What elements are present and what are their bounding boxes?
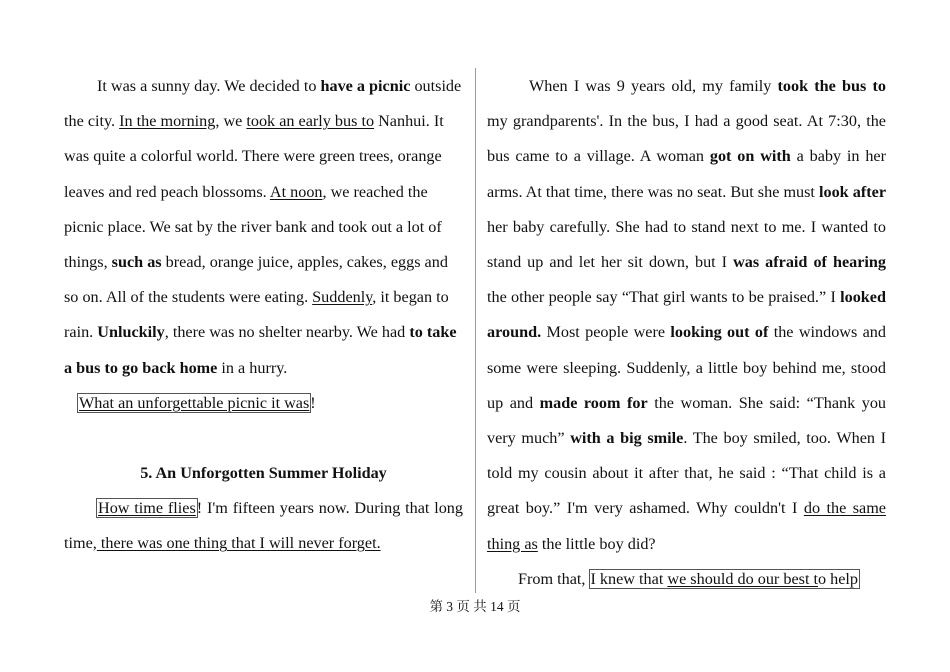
text: outside the city. (64, 77, 462, 131)
text: , there was no shelter nearby. We had (164, 323, 410, 342)
text: Most people were (541, 323, 671, 342)
bold-phrase: to take a bus to go back home (64, 323, 457, 377)
text: ! I'm fifteen years now. During that long time, (64, 499, 463, 553)
bold-phrase: have a picnic (320, 77, 411, 95)
page-footer: 第 3 页 共 14 页 (429, 599, 521, 614)
text: . The boy smiled, too. When I told my cousin about it after that, he said : “That child is a great boy.” I'm very ashamed. Why couldn't I (487, 429, 886, 518)
underlined-phrase: took an early bus to (246, 112, 375, 131)
column-divider (475, 68, 476, 593)
text: the other people say “That girl wants to be praised.” I (487, 288, 841, 307)
boxed-phrase: How time flies (98, 499, 196, 518)
text: the woman. She said: “Thank you very much” (487, 393, 887, 448)
bold-phrase: got on with (709, 147, 791, 166)
left-column (64, 69, 463, 562)
bold-phrase: with a big smile (570, 429, 684, 448)
text: the windows and some were sleeping. Suddenly, a little boy behind me, stood up and (487, 323, 886, 412)
text: bread, orange juice, apples, cakes, eggs and so on. All of the students were eating. (64, 253, 448, 307)
underlined-phrase: At noon (269, 182, 323, 201)
underlined-phrase: In the morning (119, 112, 216, 131)
text: When I was 9 years old, my family (529, 77, 778, 95)
text: I knew that (590, 569, 668, 588)
bus-story-paragraph (487, 69, 886, 562)
text: , we (215, 112, 247, 131)
text: Nanhui. It was quite a colorful world. There were green trees, orange leaves and red peach blossoms. (64, 112, 444, 201)
text: From that, (518, 569, 590, 588)
conclusion-paragraph (487, 562, 886, 597)
bold-phrase: looking out of (670, 323, 769, 342)
text: my grandparents'. In the bus, I had a good seat. At 7:30, the bus came to a village. A woman (487, 112, 886, 166)
holiday-paragraph (64, 491, 463, 561)
text: o help (818, 569, 859, 588)
text: the little boy did? (537, 534, 656, 553)
bold-phrase: look after (819, 182, 886, 201)
section-heading: 5. An Unforgotten Summer Holiday (140, 464, 387, 483)
underlined-phrase: we should do our best t (667, 569, 818, 588)
text: ! (310, 393, 316, 412)
boxed-phrase: What an unforgettable picnic it was (79, 393, 310, 412)
bold-phrase: made room for (539, 393, 648, 412)
text: in a hurry. (217, 358, 288, 377)
text: It was a sunny day. We decided to (97, 77, 321, 95)
underlined-phrase: there was one thing that I will never forget. (96, 534, 381, 553)
picnic-paragraph (64, 69, 463, 386)
boxed-phrase (590, 570, 860, 588)
bold-phrase: Unluckily (97, 323, 165, 342)
bold-phrase: took the bus to (777, 77, 886, 95)
exclamation-line (64, 386, 463, 421)
text: , we reached the picnic place. We sat by the river bank and took out a lot of things, (64, 182, 442, 272)
underlined-phrase: do the same thing as (487, 499, 886, 553)
underlined-phrase: Suddenly (312, 288, 373, 307)
text: her baby carefully. She had to stand next to me. I wanted to stand up and let her sit down, but I (487, 217, 886, 272)
bold-phrase: such as (111, 253, 162, 272)
bold-phrase: looked around. (487, 288, 886, 342)
text: , it began to rain. (64, 288, 449, 342)
right-column (487, 69, 886, 597)
bold-phrase: was afraid of hearing (733, 253, 887, 272)
text: a baby in her arms. At that time, there was no seat. But she must (487, 147, 887, 201)
